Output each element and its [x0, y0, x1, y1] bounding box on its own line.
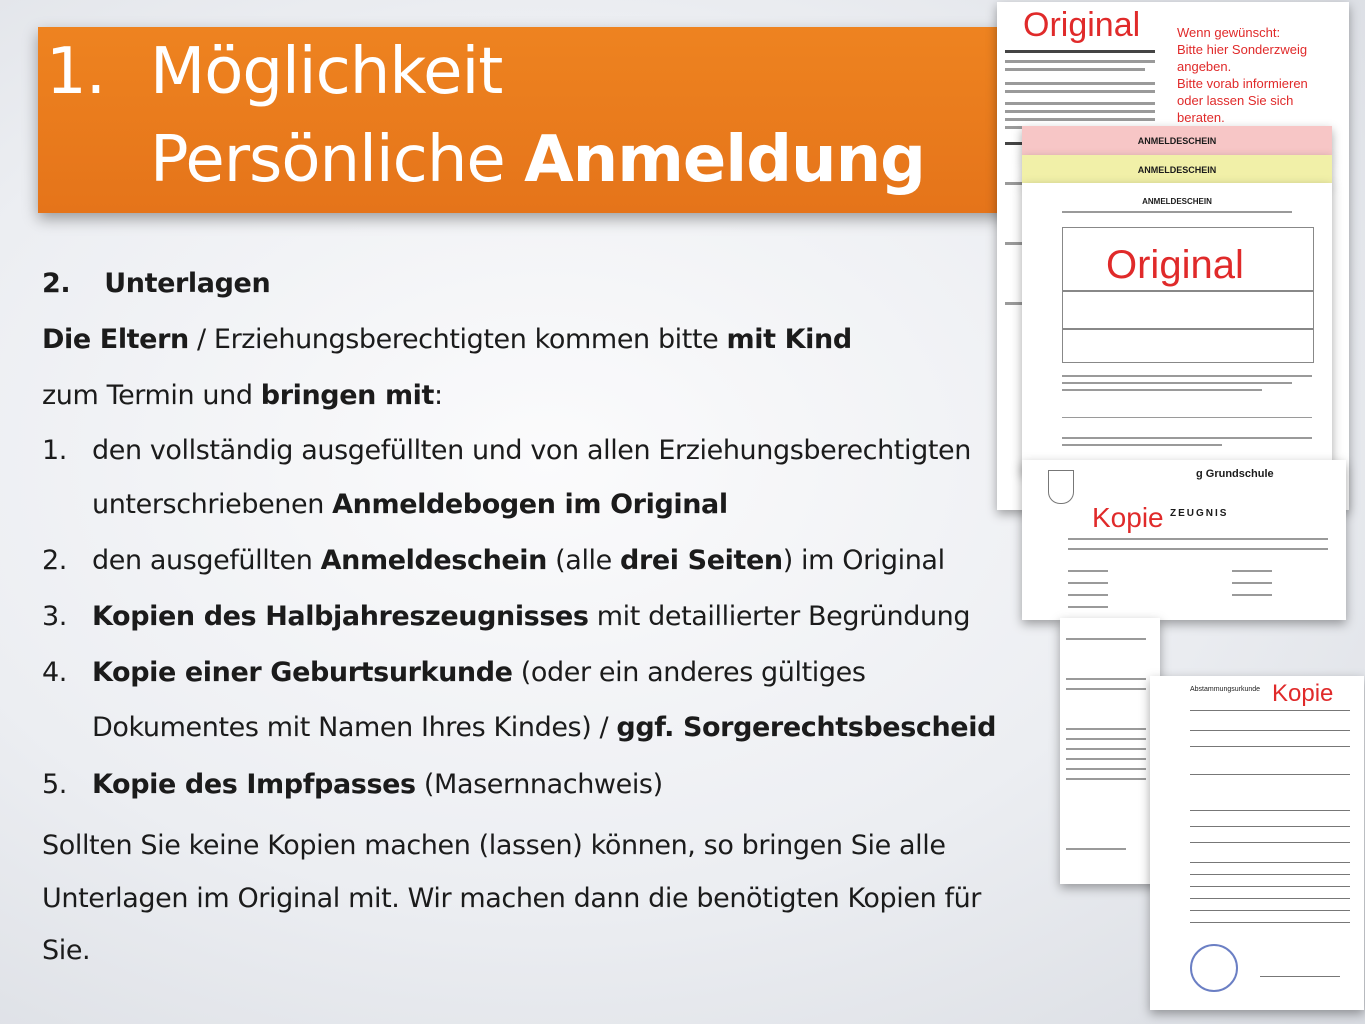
school-name: g Grundschule: [1196, 468, 1274, 480]
list-item-text: ) im Original: [782, 545, 945, 576]
text-line: [1062, 444, 1222, 446]
footer-line-3: Sie.: [42, 935, 91, 966]
note-line: Wenn gewünscht:: [1177, 25, 1281, 40]
text-line: [1232, 570, 1272, 572]
list-item-text: mit detaillierter Begründung: [588, 601, 971, 632]
signature-line: [1260, 976, 1340, 977]
text-line: [1068, 548, 1328, 550]
form-title: ANMELDESCHEIN: [1142, 197, 1212, 206]
text-line: [1066, 688, 1146, 690]
text-line: [1190, 898, 1350, 899]
note-line: Bitte hier Sonderzweig: [1177, 42, 1308, 57]
intro-text-2: zum Termin und: [42, 380, 261, 411]
text-line: [1190, 810, 1350, 811]
note-text: [1177, 24, 1308, 126]
text-line: [1005, 102, 1155, 105]
list-item-text: (oder ein anderes gültiges: [512, 657, 866, 688]
intro-line-2: [42, 380, 443, 411]
text-line: [1068, 582, 1108, 584]
note-line: Bitte vorab informieren: [1177, 76, 1308, 91]
intro-line-1: [42, 324, 852, 355]
text-line: [1190, 710, 1350, 711]
text-line: [1005, 118, 1155, 121]
title-line-2: [150, 123, 925, 197]
text-line: [1066, 728, 1146, 730]
list-item-text: den ausgefüllten: [92, 545, 321, 576]
official-stamp-icon: [1190, 944, 1238, 992]
text-line: [1066, 738, 1146, 740]
list-item-text: (alle: [546, 545, 621, 576]
text-line: [1066, 848, 1126, 850]
text-line: [1062, 437, 1312, 439]
text-line: [1232, 582, 1272, 584]
text-line: [1005, 110, 1155, 113]
note-line: beraten.: [1177, 110, 1225, 125]
text-line: [1066, 778, 1146, 780]
urkunde-title: Abstammungsurkunde: [1190, 686, 1261, 693]
form-box: [1062, 329, 1314, 363]
text-line: [1005, 68, 1145, 71]
title-number: 1.: [46, 35, 106, 109]
note-line: angeben.: [1177, 59, 1232, 74]
text-line: [1190, 922, 1350, 923]
intro-colon: :: [434, 380, 443, 411]
list-item-text: den vollständig ausgefüllten und von allen Erziehungsberechtigten: [92, 435, 971, 466]
footer-line-1: Sollten Sie keine Kopien machen (lassen) können, so bringen Sie alle: [42, 830, 946, 861]
text-line: [1005, 90, 1155, 93]
text-line: [1066, 758, 1146, 760]
page-band-label: ANMELDESCHEIN: [1137, 136, 1217, 146]
title-banner: [38, 27, 1048, 213]
text-line: [1066, 748, 1146, 750]
kopie-label: Kopie: [1272, 680, 1334, 707]
list-item-number: 4.: [42, 657, 67, 688]
text-line: [1190, 774, 1350, 775]
coat-of-arms-icon: [1048, 470, 1074, 504]
section-number: 2.: [42, 268, 71, 299]
text-line: [1190, 730, 1350, 731]
zeugnis-thumbnail: [1022, 460, 1346, 620]
intro-bold-kind: mit Kind: [726, 324, 852, 355]
signature-line: [1062, 417, 1312, 418]
list-item-number: 3.: [42, 601, 67, 632]
text-line: [1068, 594, 1108, 596]
anmeldeschein-page-white: [1022, 183, 1332, 473]
text-line: [1005, 50, 1155, 53]
list-item-bold: Kopien des Halbjahreszeugnisses: [92, 601, 589, 632]
kopie-label: Kopie: [1092, 502, 1164, 533]
list-item-bold: Kopie des Impfpasses: [92, 769, 416, 800]
text-line: [1190, 842, 1350, 843]
note-line: oder lassen Sie sich: [1177, 93, 1294, 108]
intro-bold-eltern: Die Eltern: [42, 324, 189, 355]
list-item-bold: Anmeldeschein: [320, 545, 547, 576]
list-item-text: Dokumentes mit Namen Ihres Kindes) /: [92, 712, 617, 743]
list-item-text: unterschriebenen: [92, 489, 333, 520]
title-line-2-bold: Anmeldung: [524, 123, 925, 197]
intro-bold-bringen: bringen mit: [260, 380, 435, 411]
text-line: [1068, 570, 1108, 572]
footer-line-2: Unterlagen im Original mit. Wir machen dann die benötigten Kopien für: [42, 883, 982, 914]
abstammungsurkunde-thumbnail: [1150, 676, 1364, 1010]
form-box: [1062, 291, 1314, 329]
list-item-number: 1.: [42, 435, 67, 466]
text-line: [1005, 60, 1155, 63]
text-line: [1066, 638, 1146, 640]
title-line-2-regular: Persönliche: [150, 123, 525, 197]
anmeldeschein-page-pink: [1022, 126, 1332, 156]
text-line: [1062, 375, 1312, 377]
text-line: [1190, 910, 1350, 911]
list-item-bold: Kopie einer Geburtsurkunde: [92, 657, 513, 688]
text-line: [1005, 82, 1155, 85]
text-line: [1062, 211, 1292, 213]
text-line: [1068, 606, 1108, 608]
section-title: Unterlagen: [104, 268, 271, 299]
page-band-label: ANMELDESCHEIN: [1137, 165, 1217, 175]
text-line: [1190, 886, 1350, 887]
text-line: [1190, 826, 1350, 827]
text-line: [1062, 382, 1292, 384]
zeugnis-page-2: [1060, 618, 1160, 884]
text-line: [1062, 389, 1262, 391]
text-line: [1190, 746, 1350, 747]
list-item-number: 2.: [42, 545, 67, 576]
zeugnis-title: ZEUGNIS: [1170, 508, 1229, 519]
original-label: Original: [1023, 6, 1141, 44]
text-line: [1066, 768, 1146, 770]
text-line: [1190, 874, 1350, 875]
text-line: [1068, 538, 1328, 540]
section-heading: [42, 268, 270, 299]
list-item-bold: ggf. Sorgerechtsbescheid: [616, 712, 996, 743]
text-line: [1190, 862, 1350, 863]
anmeldeschein-page-yellow: [1022, 155, 1332, 185]
intro-text-1: / Erziehungsberechtigten kommen bitte: [188, 324, 727, 355]
list-item-bold: Anmeldebogen im Original: [332, 489, 728, 520]
title-line-1: Möglichkeit: [150, 35, 503, 109]
list-item-text: (Masernnachweis): [415, 769, 663, 800]
text-line: [1066, 678, 1146, 680]
list-item-number: 5.: [42, 769, 67, 800]
text-line: [1232, 594, 1272, 596]
list-item-bold: drei Seiten: [620, 545, 783, 576]
original-label: Original: [1106, 243, 1244, 287]
